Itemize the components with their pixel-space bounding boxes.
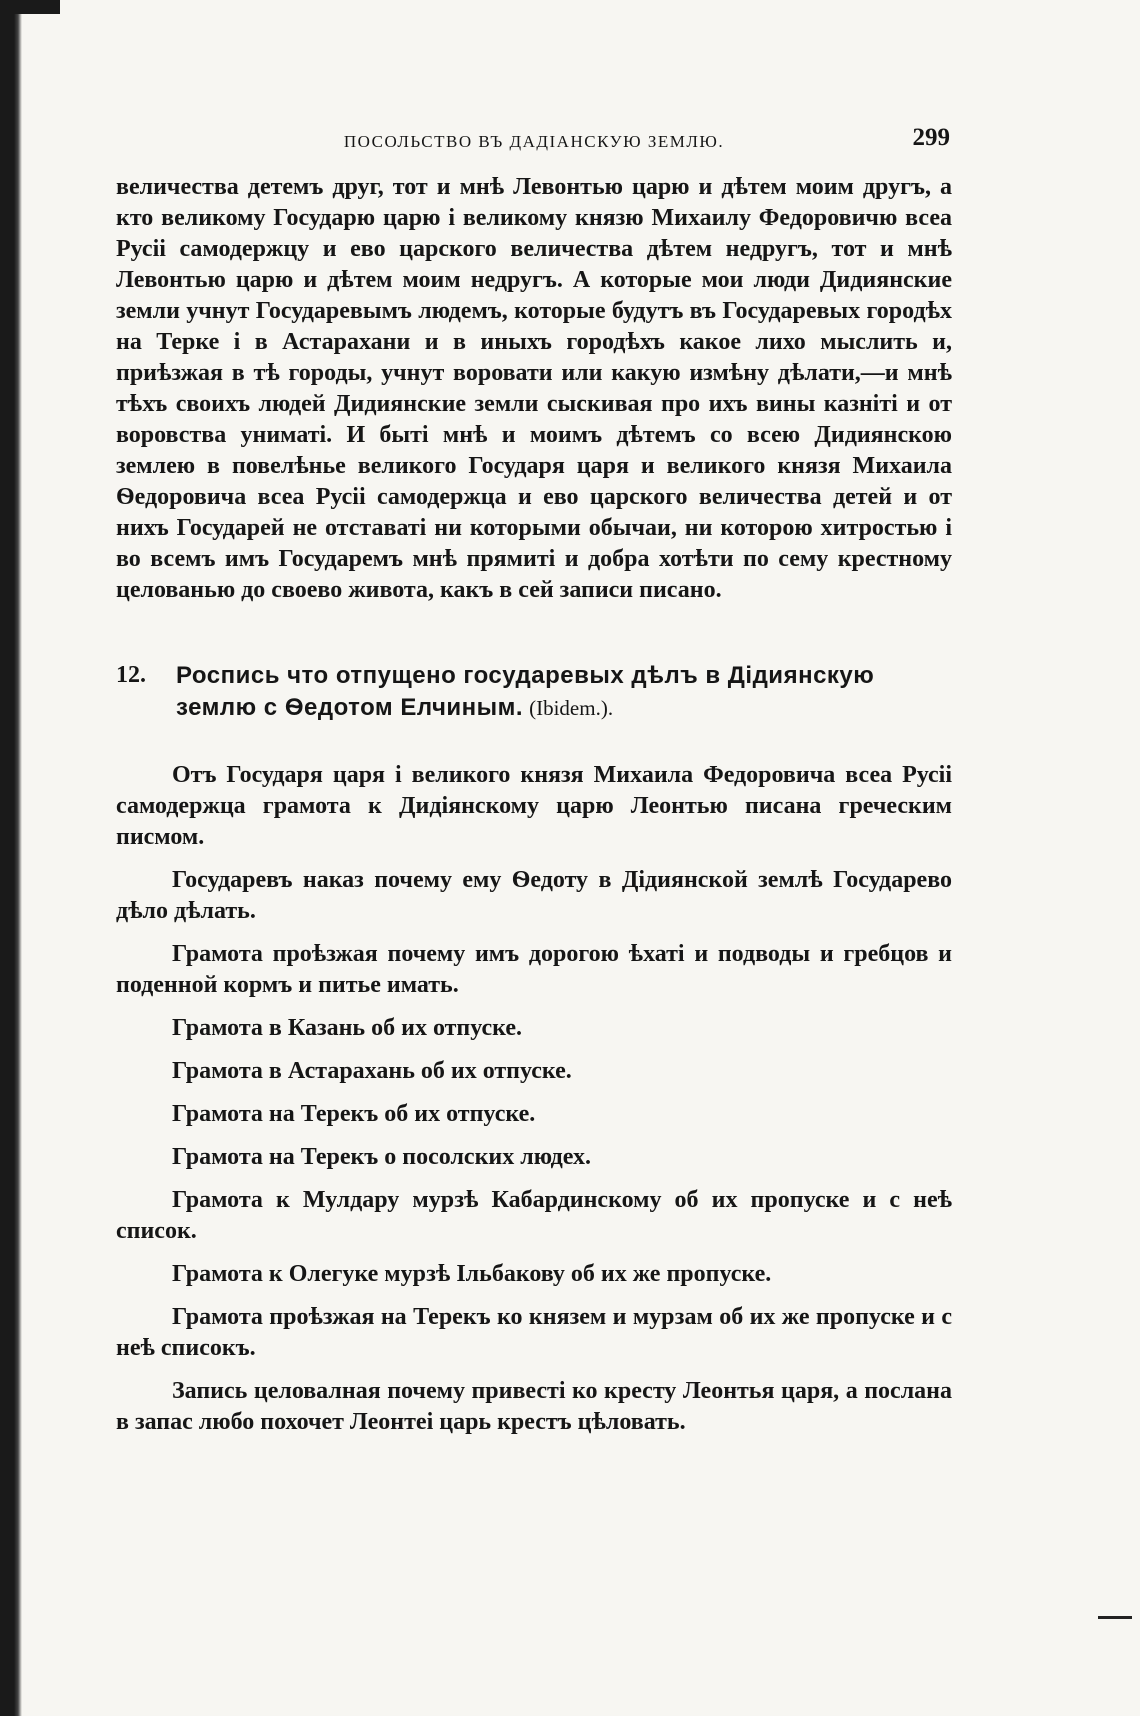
- document-list: [116, 760, 952, 1438]
- scan-border-left: [0, 0, 22, 1716]
- list-entry: Грамота проѣзжая почему имъ дорогою ѣхаті и подводы и гребцов и поденной кормъ и питье имать.: [116, 941, 952, 998]
- scan-border-top: [0, 0, 60, 14]
- opening-paragraph: величества детемъ друг, тот и мнѣ Левонтью царю и дѣтем моим другъ, а кто великому Государю царю і великому князю Михаилу Федоровичю всеа Русіі самодержцу и ево царского величества дѣтем недругъ, тот и мнѣ Левонтью царю и дѣтем моим недругъ. А которые мои люди Дидиянские земли учнут Государевымъ людемъ, которые будутъ въ Государевых городѣх на Терке і в Астарахани и в иныхъ городѣхъ какое лихо мыслить и, приѣзжая в тѣ городы, учнут воровати или какую измѣну дѣлати,—и мнѣ тѣхъ своихъ людей Дидиянские земли сыскивая про ихъ вины казніті и от воровства униматі. И быті мнѣ и моимъ дѣтемъ со всею Дидиянскою землею в повелѣнье великого Государя царя и великого князя Михаила Ѳедоровича всеа Русіі самодержца и ево царского величества детей и от нихъ Государей не отставаті ни которыми обычаи, ни которою хитростью і во всемъ имъ Государемъ мнѣ прямиті и добра хотѣти по сему крестному целованью до своево живота, какъ в сей записи писано.: [116, 174, 952, 603]
- list-entry: Грамота на Терекъ об их отпуске.: [172, 1101, 536, 1127]
- page-number: 299: [912, 124, 950, 151]
- list-entry: Отъ Государя царя і великого князя Михаила Федоровича всеа Русіі самодержца грамота к Дидіянскому царю Леонтью писана греческим писмом.: [116, 762, 952, 850]
- list-entry: Государевъ наказ почему ему Ѳедоту в Дідиянской землѣ Государево дѣло дѣлать.: [116, 867, 952, 924]
- section-heading: [116, 660, 952, 724]
- page: [116, 120, 952, 1450]
- list-entry: Запись целовалная почему привесті ко кресту Леонтья царя, а послана в запас любо похочет Леонтеі царь крестъ цѣловать.: [116, 1378, 952, 1435]
- section-source: (Ibidem.).: [529, 696, 614, 720]
- list-entry: Грамота в Казань об их отпуске.: [172, 1015, 523, 1041]
- running-title: ПОСОЛЬСТВО ВЪ ДАДІАНСКУЮ ЗЕМЛЮ.: [343, 132, 725, 151]
- list-entry: Грамота на Терекъ о посолских людех.: [172, 1144, 591, 1170]
- scan-mark: [1098, 1616, 1132, 1619]
- section-number: 12.: [116, 662, 146, 688]
- section-heading-body: [176, 660, 952, 724]
- running-head: [116, 120, 952, 160]
- list-entry: Грамота в Астарахань об их отпуске.: [172, 1058, 572, 1084]
- section-title: Роспись что отпущено государевых дѣлъ в Дідиянскую землю с Ѳедотом Елчиным.: [176, 662, 875, 721]
- list-entry: Грамота к Олегуке мурзѣ Ільбакову об их же пропуске.: [172, 1261, 772, 1287]
- list-entry: Грамота проѣзжая на Терекъ ко князем и мурзам об их же пропуске и с неѣ списокъ.: [116, 1304, 952, 1361]
- list-entry: Грамота к Мулдару мурзѣ Кабардинскому об их пропуске и с неѣ список.: [116, 1187, 952, 1244]
